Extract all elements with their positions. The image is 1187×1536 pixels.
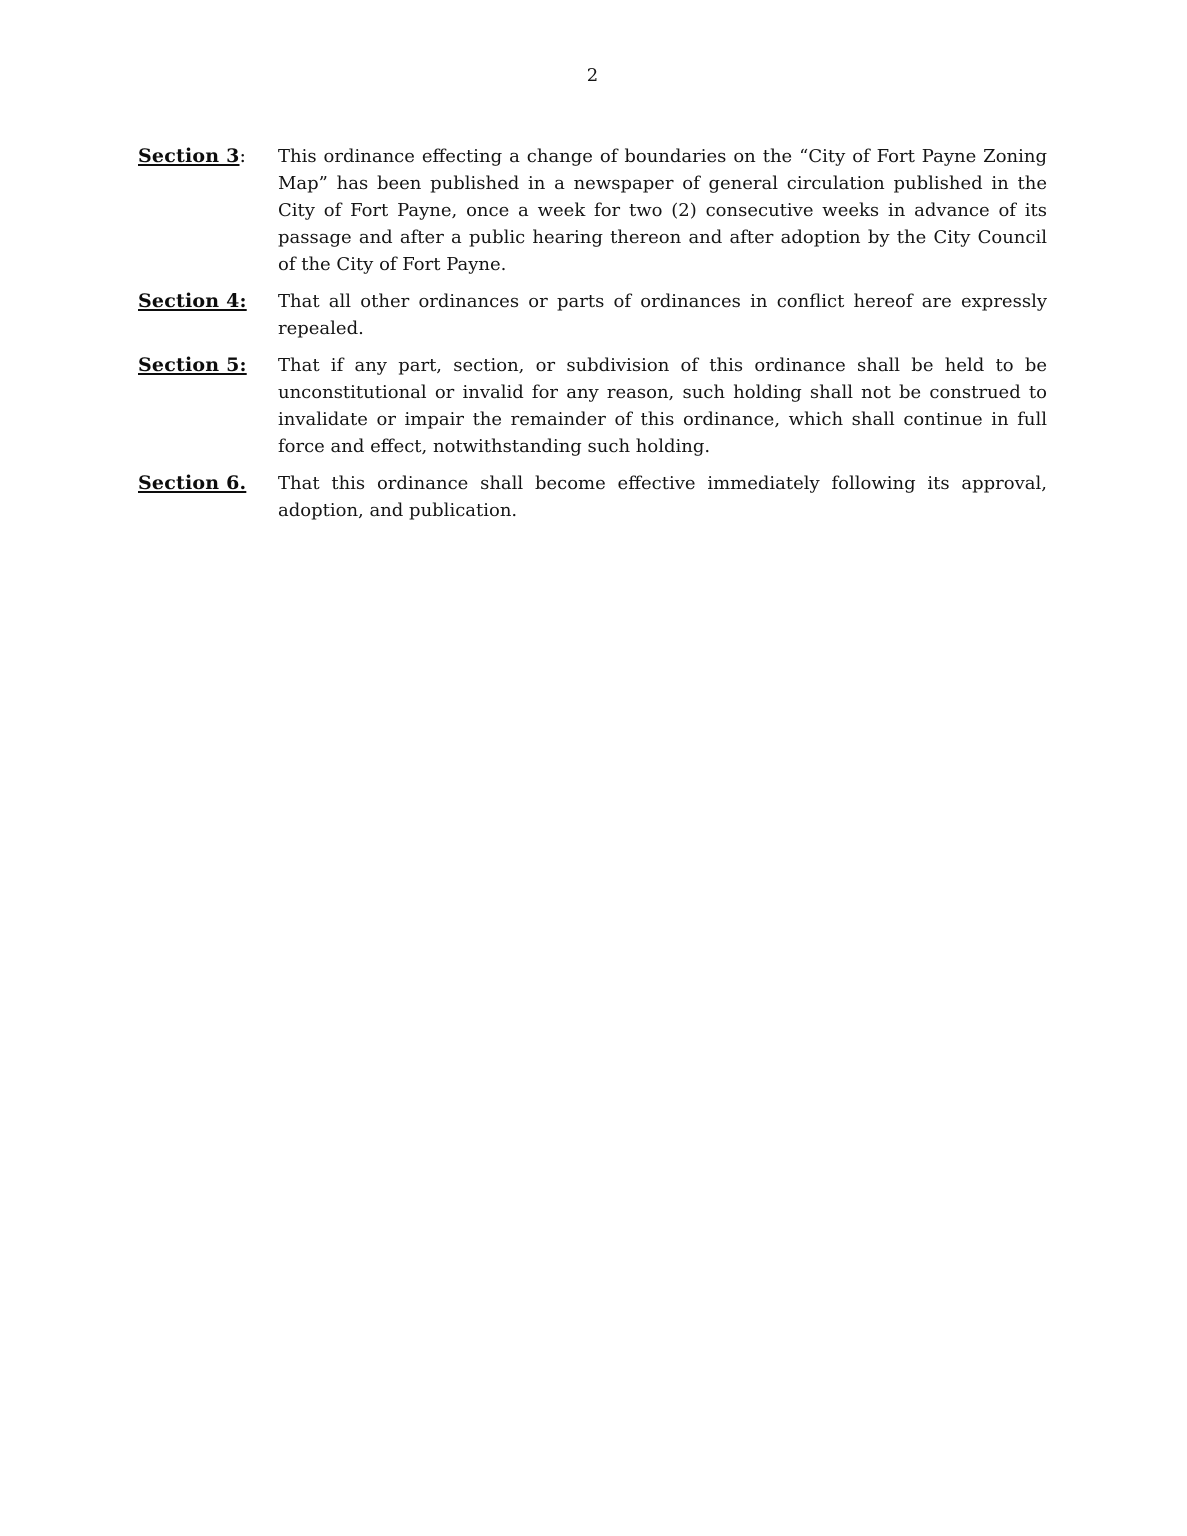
page-number: 2 xyxy=(586,65,599,86)
section-3-body: This ordinance effecting a change of boundaries on the “City of Fort Payne Zoning Map” has been published in a newspaper of general circulation published in the City of Fort Payne, once a week for two (2) consecutive weeks in advance of its passage and after a public hearing thereon and after adoption by the City Council of the City of Fort Payne. xyxy=(278,146,1047,275)
section-3-label-separator: : xyxy=(239,145,246,167)
section-5-label-text: Section 5: xyxy=(138,354,247,376)
section-6-label xyxy=(138,470,278,497)
section-6-body: That this ordinance shall become effective immediately following its approval, adoption, and publication. xyxy=(278,473,1047,521)
section-3-label-text: Section 3 xyxy=(138,145,240,167)
section-5-row xyxy=(138,352,1047,460)
section-3-label xyxy=(138,143,278,170)
section-6-label-text: Section 6. xyxy=(138,472,247,494)
section-3-row xyxy=(138,143,1047,278)
section-4-label-text: Section 4: xyxy=(138,290,247,312)
section-4-body: That all other ordinances or parts of ordinances in conflict hereof are expressly repealed. xyxy=(278,291,1047,339)
document-content xyxy=(138,143,1047,524)
section-5-label xyxy=(138,352,278,379)
section-4-label xyxy=(138,288,278,315)
section-5-body: That if any part, section, or subdivision of this ordinance shall be held to be unconstitutional or invalid for any reason, such holding shall not be construed to invalidate or impair the remainder of this ordinance, which shall continue in full force and effect, notwithstanding such holding. xyxy=(278,355,1047,457)
section-6-row xyxy=(138,470,1047,524)
section-4-row xyxy=(138,288,1047,342)
